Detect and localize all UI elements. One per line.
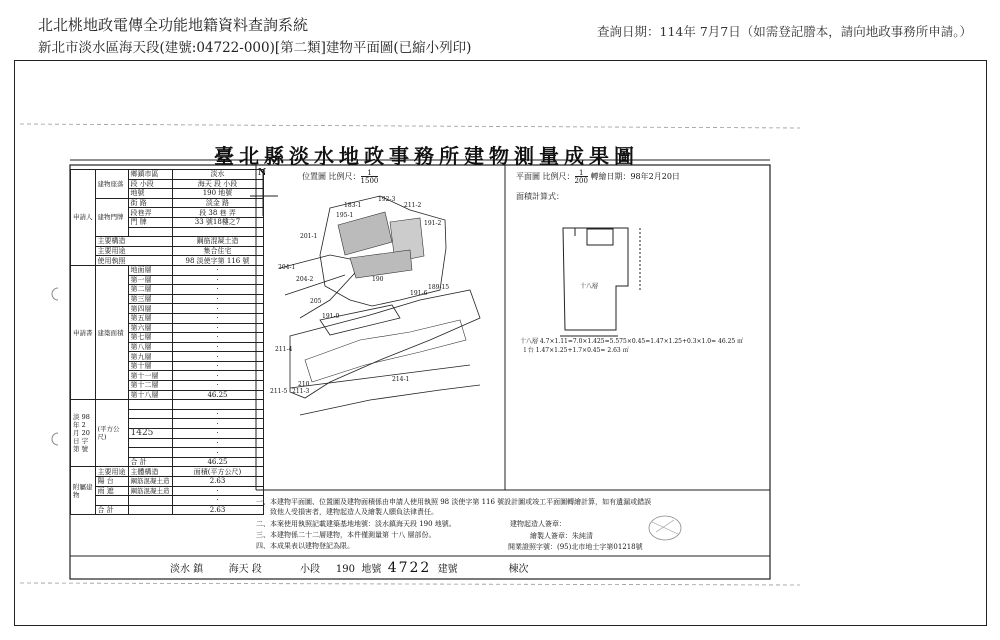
lot-number-label: 210 (298, 381, 310, 388)
formula-line-2: l 台 1.47×1.25+1.7×0.45= 2.63 ㎡ (524, 347, 629, 354)
lot-number-label: 195-1 (336, 212, 354, 219)
floor-label: 第一層 (128, 275, 172, 285)
floor-label: 第九層 (128, 352, 172, 362)
floor-plan (560, 228, 640, 336)
punch-hole-icon (52, 433, 58, 445)
lot-number-label: 211-3 (292, 388, 310, 395)
lot-number-label: 211-5 (270, 388, 288, 395)
north-label: N (258, 168, 267, 178)
bottom-summary: 淡水 鎮 海天 段 小段 190 地號 4722 建號 棟次 (170, 560, 529, 576)
lot-number-label: 189-15 (428, 284, 450, 291)
lot-number-label: 211-4 (275, 346, 293, 353)
lot-number-label: 211-2 (404, 202, 422, 209)
floor-label: 第三層 (128, 294, 172, 304)
floor-label: 第二層 (128, 285, 172, 295)
note-line: 四、本成果表以建物登記為限。 (256, 542, 354, 550)
formula-line-1: 十八層 4.7×1.11=7.0×1.425=5.575×0.45=1.47×1.25+0.3×1.0= 46.25 ㎡ (520, 338, 744, 345)
floor-label: 第十層 (128, 361, 172, 371)
lot-number-label: 183-1 (344, 202, 362, 209)
floor-label: 第六層 (128, 323, 172, 333)
floor-label: 第十一層 (128, 371, 172, 381)
area-formula-label: 面積計算式： (516, 192, 564, 201)
survey-title: 臺北縣淡水地政事務所建物測量成果圖 (214, 144, 639, 168)
room-label: 十八層 (580, 283, 599, 290)
lot-number-label: 214-1 (392, 376, 410, 383)
floor-label: 第十二層 (128, 381, 172, 391)
system-title: 北北桃地政電傳全功能地籍資料查詢系統 (38, 16, 309, 34)
floor-label: 第四層 (128, 304, 172, 314)
lot-number-label: 191-9 (322, 313, 340, 320)
floor-label: 地面層 (128, 265, 172, 275)
applicant-label: 申請人 (71, 170, 96, 266)
query-date: 查詢日期：114年 7月7日（如需登記謄本，請向地政事務所申請。） (597, 24, 972, 39)
floor-label: 第八層 (128, 342, 172, 352)
note-line: 一、本建物平面圖、位置圖及建物面積係由申請人使用執照 98 淡使字第 116 號設計圖或竣工平面圖轉繪計算，如有遺漏或錯誤 (256, 498, 652, 506)
floor-label: 第七層 (128, 333, 172, 343)
license-number: 開業證照字號：(95)北市地士字第01218號 (508, 543, 643, 551)
note-line: 致他人受損害者，建物起造人及繪製人願負法律責任。 (270, 508, 438, 516)
drafter-signature: 繪製人簽章：朱純清 (530, 532, 593, 540)
lot-number-label: 192-3 (378, 196, 396, 203)
lot-number-label: 204-2 (296, 276, 314, 283)
floorplan-scale-label: 平面圖 比例尺：$\frac{1}{200}$ 轉繪日期：98年2月20日 (516, 169, 680, 185)
punch-hole-icon (52, 288, 58, 300)
lot-number-label: 201-1 (300, 233, 318, 240)
lot-number-label: 204-1 (278, 264, 296, 271)
lot-number-label: 190 (372, 276, 384, 283)
document-subtitle: 新北市淡水區海天段(建號:04722-000)[第二類]建物平面圖(已縮小列印) (38, 40, 472, 56)
note-line: 三、本建物係二十二層建物，本件僅測量第 十八 層部份。 (256, 531, 436, 539)
builder-signature: 建物起造人簽章： (510, 520, 566, 528)
lot-number-label: 191-6 (410, 290, 428, 297)
building-footprint (305, 212, 466, 382)
lot-number-label: 205 (310, 298, 322, 305)
location-map-label: 位置圖 比例尺：$\frac{1}{1500}$ (302, 169, 379, 185)
handwritten-number: 1425 (128, 429, 172, 439)
floor-label: 第十八層 (128, 390, 172, 400)
building-attribute-table: 申請人 建物座落 鄉鎮市區 淡水 段 小段 海天 段 小段 地號 190 地號 建物門牌 街 路 淡金 路 段巷弄 段 38 巷 弄 門 牌 33 號18樓之7 主要構造 鋼筋混凝土造 主要用途 集合住宅 使用執照 98 淡使字第 116 號 申請書 建築面積 地面層 · 第一層 · 第二層 · 第三層 · 第四層 · 第五層 · 第六層 · 第七層 · 第八層 · 第九層 · 第十層 · 第十一層 · 第十二層 · 第十八層 46.25 淡 98 年 2 月 20 日 字 第 號 (平方公尺) · · 1425 · · · 合 計 46.25 附屬建物 主要用途 主體構造 面積(平方公尺) 陽 台 鋼筋混凝土造 2.63 雨 遮 鋼筋混凝土造 · · 合 計 2.63 (70, 169, 264, 515)
note-line: 二、本案使用執照記載建築基地地號：淡水鎮海天段 190 地號。 (256, 520, 456, 528)
lot-number-label: 191-2 (424, 220, 442, 227)
floor-label: 第五層 (128, 313, 172, 323)
